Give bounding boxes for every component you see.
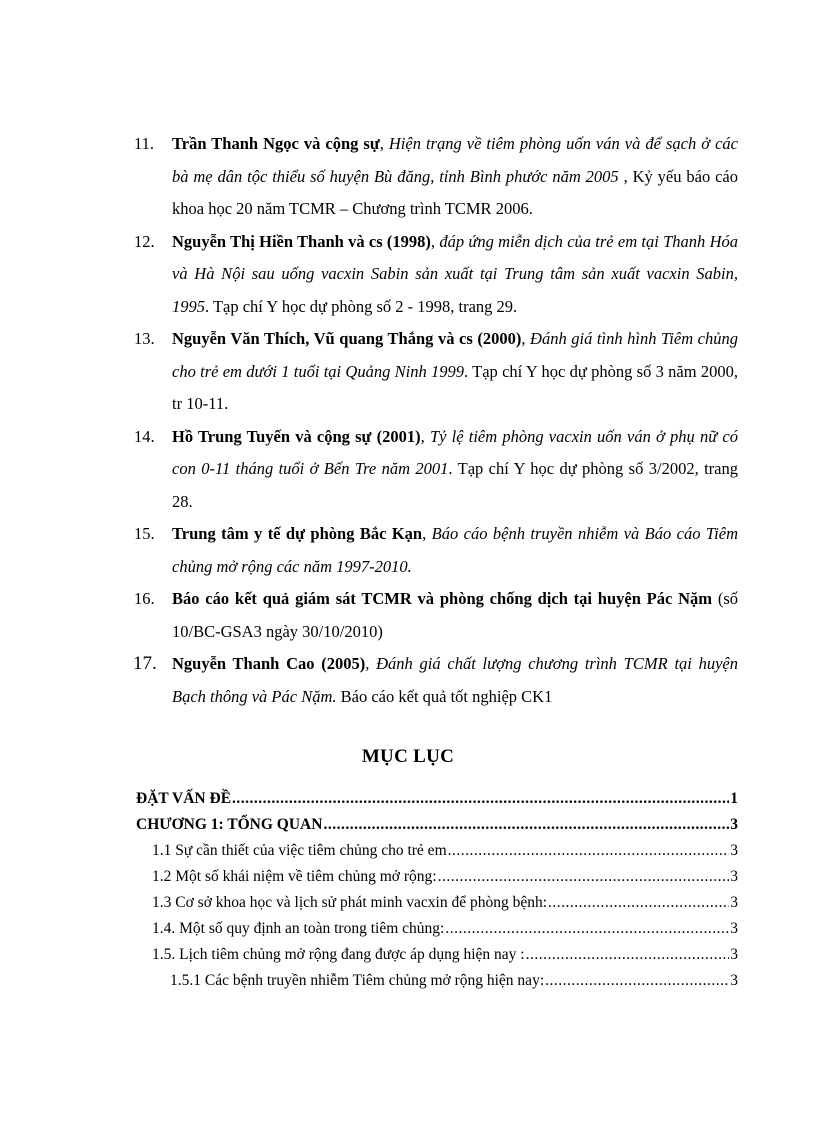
toc-entry[interactable] bbox=[136, 838, 738, 864]
toc-page-number: 1 bbox=[730, 790, 738, 807]
toc-entry-label: ĐẶT VẤN ĐỀ bbox=[136, 790, 232, 807]
reference-authors: Nguyễn Thị Hiền Thanh và cs (1998) bbox=[172, 231, 431, 251]
reference-title: Hiện trạng về tiêm phòng uốn ván và để sạch ở các bà mẹ dân tộc thiểu số huyện Bù đăng, tỉnh Bình phước năm 2005 bbox=[172, 134, 738, 186]
reference-item bbox=[0, 648, 738, 713]
toc-entry-label: 1.4. Một số quy định an toàn trong tiêm chủng: bbox=[152, 920, 445, 937]
toc-entry[interactable] bbox=[136, 864, 738, 890]
reference-list bbox=[0, 128, 816, 713]
toc-entry-label: 1.1 Sự cần thiết của việc tiêm chủng cho trẻ em bbox=[152, 842, 447, 859]
reference-title: Tỷ lệ tiêm phòng vacxin uốn ván ở phụ nữ có con 0-11 tháng tuổi ở Bến Tre năm 2001 bbox=[172, 426, 739, 478]
reference-number: 11. bbox=[134, 134, 155, 153]
toc-entry[interactable] bbox=[136, 786, 738, 812]
reference-separator: , bbox=[430, 231, 440, 251]
reference-number: 15. bbox=[134, 524, 155, 543]
toc-page-number: 3 bbox=[730, 920, 738, 937]
reference-authors: Nguyễn Thanh Cao (2005) bbox=[172, 654, 366, 673]
reference-item bbox=[0, 518, 738, 583]
toc-page-number: 3 bbox=[730, 972, 738, 989]
reference-authors: Trần Thanh Ngọc và cộng sự bbox=[172, 134, 380, 153]
reference-separator: , bbox=[422, 524, 432, 543]
toc-leader-dots bbox=[232, 786, 729, 812]
reference-authors: Báo cáo kết quả giám sát TCMR và phòng chống dịch tại huyện Pác Nặm bbox=[172, 589, 713, 608]
reference-authors: Nguyễn Văn Thích, Vũ quang Thắng và cs (2000) bbox=[172, 329, 522, 348]
reference-number: 13. bbox=[134, 329, 155, 348]
toc-title: MỤC LỤC bbox=[361, 746, 455, 767]
toc-entry[interactable] bbox=[136, 890, 738, 916]
toc-leader-dots bbox=[448, 838, 730, 864]
reference-item bbox=[0, 323, 738, 421]
reference-number: 12. bbox=[134, 231, 155, 251]
toc-entry-label: 1.3 Cơ sở khoa học và lịch sử phát minh vacxin để phòng bệnh: bbox=[152, 894, 548, 911]
reference-source: (số 10/BC-GSA3 ngày 30/10/2010) bbox=[172, 589, 739, 641]
reference-separator: , bbox=[420, 426, 430, 446]
toc-leader-dots bbox=[526, 942, 730, 968]
reference-source: . Tạp chí Y học dự phòng số 3 năm 2000, tr 10-11. bbox=[172, 361, 738, 413]
reference-separator: , bbox=[521, 329, 531, 348]
toc-page-number: 3 bbox=[730, 894, 738, 911]
toc-page-number: 3 bbox=[730, 946, 738, 963]
toc-entry-label: CHƯƠNG 1: TỔNG QUAN bbox=[136, 816, 323, 833]
toc-entry[interactable] bbox=[136, 942, 738, 968]
toc-leader-dots bbox=[323, 812, 729, 838]
reference-separator: , bbox=[365, 654, 377, 673]
toc-leader-dots bbox=[438, 864, 730, 890]
reference-source: . Tạp chí Y học dự phòng số 2 - 1998, trang 29. bbox=[205, 296, 518, 316]
reference-separator: , bbox=[379, 134, 389, 153]
table-of-contents bbox=[136, 786, 738, 994]
reference-source: , Kỷ yếu báo cáo khoa học 20 năm TCMR – Chương trình TCMR 2006. bbox=[172, 166, 738, 218]
toc-leader-dots bbox=[445, 916, 729, 942]
toc-entry-label: 1.5. Lịch tiêm chủng mở rộng đang được áp dụng hiện nay : bbox=[152, 946, 525, 963]
toc-entry[interactable] bbox=[136, 812, 738, 838]
reference-authors: Hồ Trung Tuyến và cộng sự (2001) bbox=[172, 426, 421, 446]
toc-entry-label: 1.5.1 Các bệnh truyền nhiễm Tiêm chủng mở rộng hiện nay: bbox=[170, 972, 545, 989]
toc-entry-label: 1.2 Một số khái niệm về tiêm chủng mở rộng: bbox=[152, 868, 437, 885]
reference-authors: Trung tâm y tế dự phòng Bắc Kạn bbox=[172, 524, 423, 543]
toc-leader-dots bbox=[548, 890, 729, 916]
reference-title: đáp ứng miễn dịch của trẻ em tại Thanh Hóa và Hà Nội sau uống vacxin Sabin sản xuất tại Trung tâm sản xuất vacxin Sabin, 1995 bbox=[172, 231, 739, 316]
reference-number: 17. bbox=[133, 653, 157, 674]
reference-number: 16. bbox=[134, 589, 155, 608]
reference-title: Báo cáo bệnh truyền nhiễm và Báo cáo Tiêm chủng mở rộng các năm 1997-2010. bbox=[172, 524, 739, 576]
toc-page-number: 3 bbox=[730, 816, 738, 833]
toc-entry[interactable] bbox=[136, 916, 738, 942]
reference-item bbox=[0, 128, 738, 226]
reference-title: Đánh giá chất lượng chương trình TCMR tại huyện Bạch thông và Pác Nặm. bbox=[172, 654, 739, 706]
reference-source: . Tạp chí Y học dự phòng số 3/2002, trang 28. bbox=[172, 459, 738, 511]
toc-entry[interactable] bbox=[136, 968, 738, 994]
reference-item bbox=[0, 421, 738, 519]
reference-title: Đánh giá tình hình Tiêm chủng cho trẻ em dưới 1 tuổi tại Quảng Ninh 1999 bbox=[172, 329, 738, 381]
reference-item bbox=[0, 583, 738, 648]
reference-item bbox=[0, 226, 738, 324]
toc-page-number: 3 bbox=[730, 868, 738, 885]
toc-leader-dots bbox=[545, 968, 729, 994]
reference-number: 14. bbox=[134, 426, 155, 446]
toc-page-number: 3 bbox=[730, 842, 738, 859]
reference-source: Báo cáo kết quả tốt nghiệp CK1 bbox=[336, 686, 553, 706]
